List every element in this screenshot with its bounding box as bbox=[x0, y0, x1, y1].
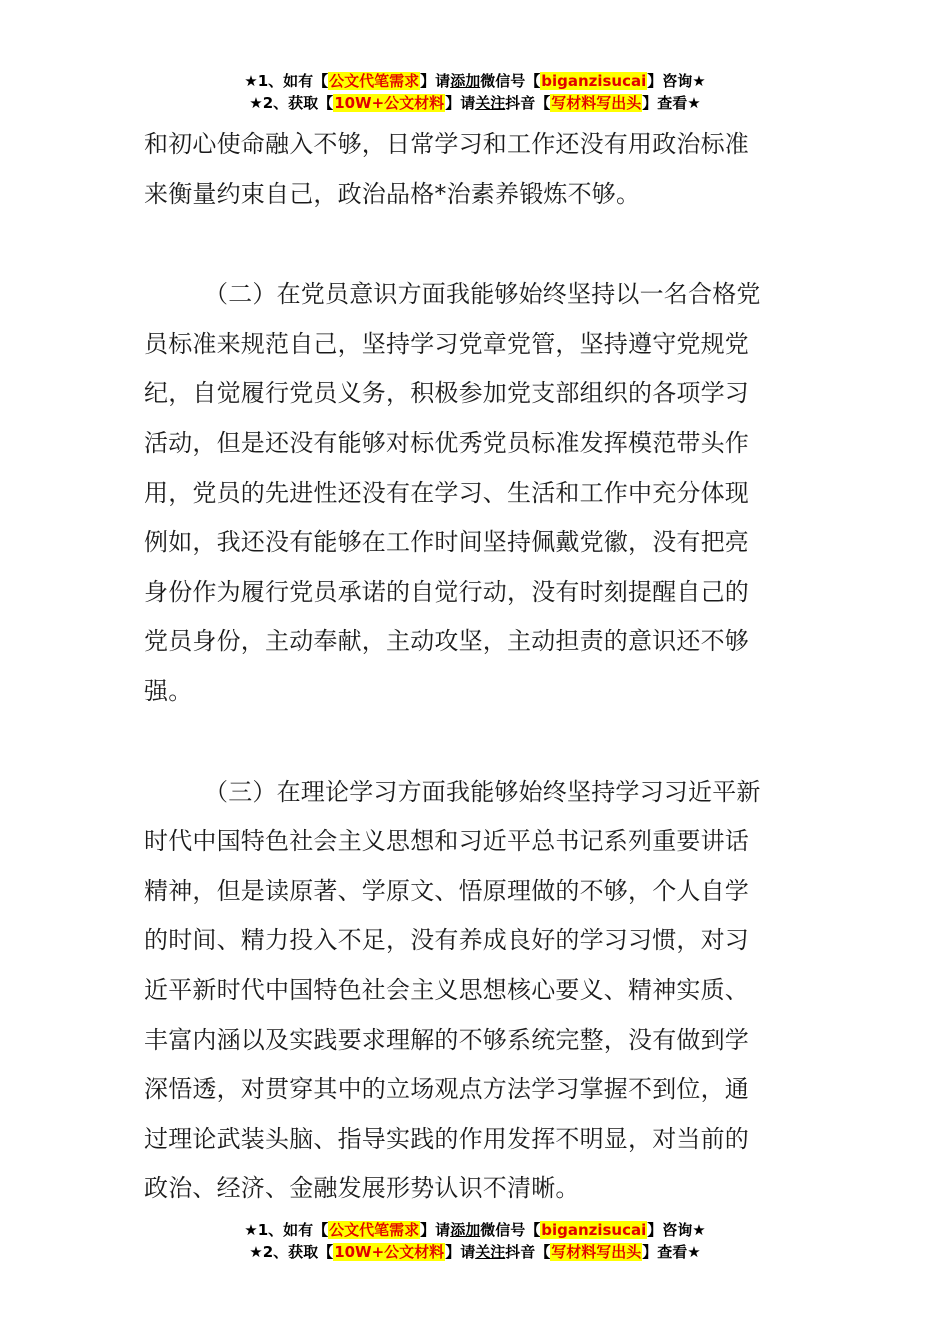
banner-text: ★1、如有【 bbox=[244, 1221, 329, 1239]
highlight-douyin: 写材料写出头 bbox=[551, 94, 642, 112]
text-line: 员标准来规范自己，坚持学习党章党管，坚持遵守党规党 bbox=[144, 329, 749, 358]
text-line: 时代中国特色社会主义思想和习近平总书记系列重要讲话 bbox=[144, 827, 749, 856]
banner-text: 抖音【 bbox=[505, 94, 551, 112]
underlined-text: 添加 bbox=[450, 72, 481, 90]
text-line: （三）在理论学习方面我能够始终坚持学习习近平新 bbox=[204, 777, 761, 806]
highlight-service: 公文代笔需求 bbox=[329, 1221, 420, 1239]
banner-text: ★1、如有【 bbox=[244, 72, 329, 90]
text-line: 丰富内涵以及实践要求理解的不够系统完整，没有做到学 bbox=[144, 1025, 749, 1054]
text-line: 和初心使命融入不够，日常学习和工作还没有用政治标准 bbox=[144, 130, 749, 158]
paragraph-1 bbox=[144, 120, 809, 219]
banner-text: 】咨询★ bbox=[647, 72, 706, 90]
banner-line-1 bbox=[0, 1219, 950, 1241]
footer-banner bbox=[0, 1219, 950, 1263]
banner-text: 】查看★ bbox=[642, 94, 701, 112]
highlight-douyin: 写材料写出头 bbox=[551, 1243, 642, 1261]
banner-text: 】查看★ bbox=[642, 1243, 701, 1261]
banner-text: 】请 bbox=[445, 1243, 476, 1261]
highlight-wechat-id: biganzisucai bbox=[541, 72, 647, 90]
text-line: 近平新时代中国特色社会主义思想核心要义、精神实质、 bbox=[144, 975, 749, 1004]
text-line: 纪，自觉履行党员义务，积极参加党支部组织的各项学习 bbox=[144, 379, 749, 408]
banner-line-1 bbox=[0, 70, 950, 92]
banner-text: 】咨询★ bbox=[647, 1221, 706, 1239]
banner-text: 】请 bbox=[420, 1221, 451, 1239]
text-line: 强。 bbox=[144, 676, 193, 705]
text-line: 身份作为履行党员承诺的自觉行动，没有时刻提醒自己的 bbox=[144, 577, 749, 606]
highlight-materials: 10W+公文材料 bbox=[334, 1243, 445, 1261]
text-line: 用，党员的先进性还没有在学习、生活和工作中充分体现 bbox=[144, 478, 749, 507]
banner-text: 】请 bbox=[445, 94, 476, 112]
banner-line-2 bbox=[0, 1241, 950, 1263]
text-line: 过理论武装头脑、指导实践的作用发挥不明显，对当前的 bbox=[144, 1124, 749, 1153]
paragraph-2 bbox=[144, 270, 809, 716]
banner-text: ★2、获取【 bbox=[249, 94, 334, 112]
highlight-service: 公文代笔需求 bbox=[329, 72, 420, 90]
underlined-text: 关注 bbox=[475, 94, 506, 112]
banner-text: 微信号【 bbox=[480, 1221, 541, 1239]
underlined-text: 添加 bbox=[450, 1221, 481, 1239]
banner-text: 微信号【 bbox=[480, 72, 541, 90]
text-line: 的时间、精力投入不足，没有养成良好的学习习惯，对习 bbox=[144, 926, 749, 955]
text-line: 深悟透，对贯穿其中的立场观点方法学习掌握不到位，通 bbox=[144, 1075, 749, 1104]
text-line: 活动，但是还没有能够对标优秀党员标准发挥模范带头作 bbox=[144, 428, 749, 457]
text-line: 党员身份，主动奉献，主动攻坚，主动担责的意识还不够 bbox=[144, 627, 749, 656]
banner-line-2 bbox=[0, 92, 950, 114]
banner-text: ★2、获取【 bbox=[249, 1243, 334, 1261]
banner-text: 抖音【 bbox=[505, 1243, 551, 1261]
text-line: 政治、经济、金融发展形势认识不清晰。 bbox=[144, 1174, 580, 1203]
highlight-materials: 10W+公文材料 bbox=[334, 94, 445, 112]
banner-text: 】请 bbox=[420, 72, 451, 90]
text-line: 例如，我还没有能够在工作时间坚持佩戴党徽，没有把亮 bbox=[144, 528, 749, 557]
text-line: 来衡量约束自己，政治品格*治素养锻炼不够。 bbox=[144, 179, 641, 208]
text-line: （二）在党员意识方面我能够始终坚持以一名合格党 bbox=[204, 280, 761, 309]
text-line: 精神，但是读原著、学原文、悟原理做的不够，个人自学 bbox=[144, 876, 749, 905]
document-body bbox=[144, 120, 809, 1214]
header-banner bbox=[0, 70, 950, 114]
highlight-wechat-id: biganzisucai bbox=[541, 1221, 647, 1239]
underlined-text: 关注 bbox=[475, 1243, 506, 1261]
paragraph-3 bbox=[144, 768, 809, 1214]
